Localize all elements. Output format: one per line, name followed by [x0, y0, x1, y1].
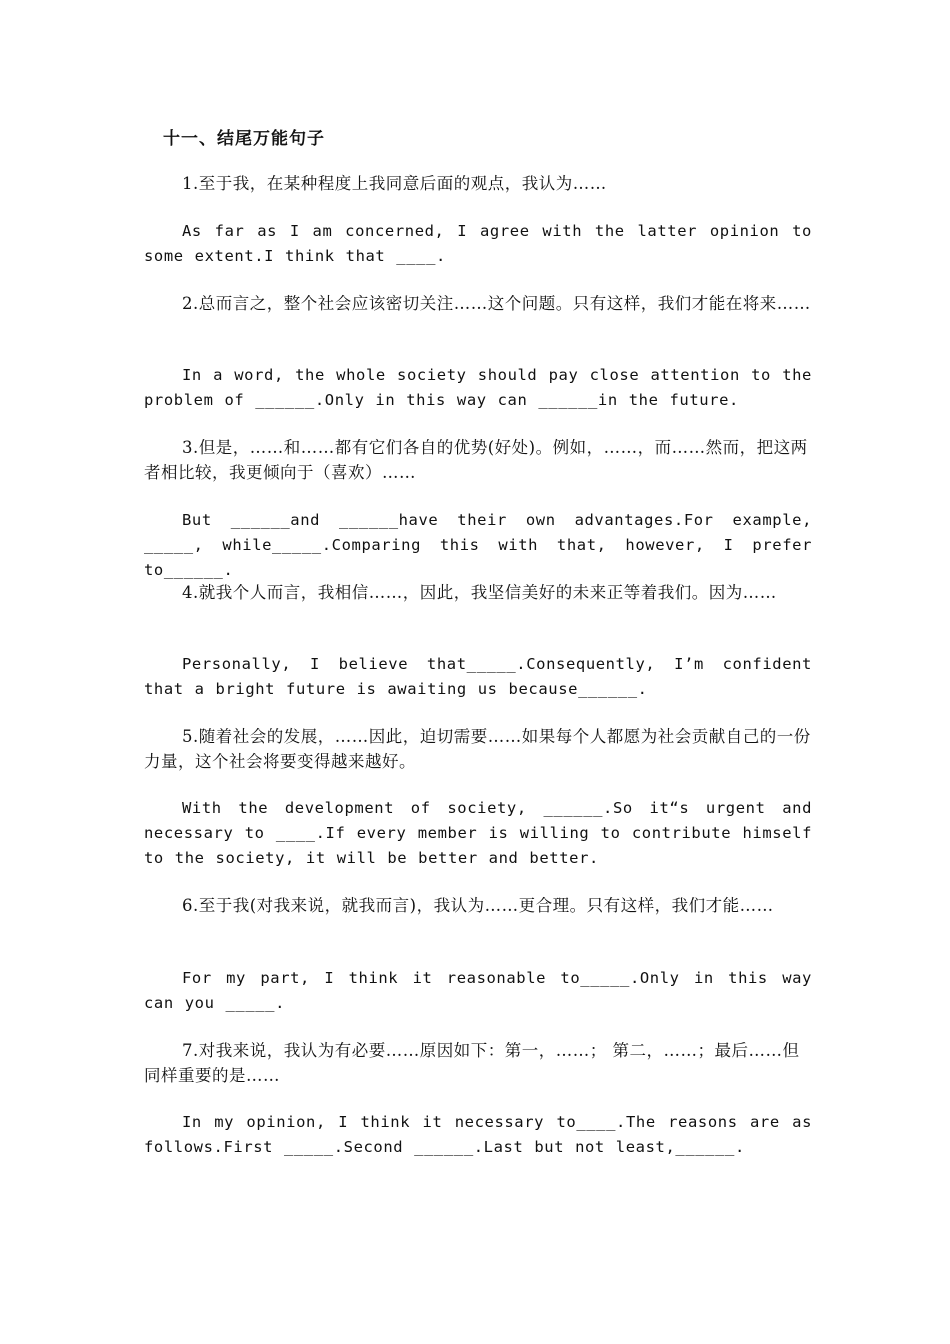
item-7-chinese: 7.对我来说，我认为有必要……原因如下：第一，……； 第二，……；最后……但同样重要的是…… — [144, 1041, 800, 1085]
item-6-chinese: 6.至于我(对我来说，就我而言)，我认为……更合理。只有这样，我们才能…… — [182, 896, 774, 915]
item-6-english: For my part, I think it reasonable to_____.Only in this way can you _____. — [144, 969, 812, 1012]
item-7-english: In my opinion, I think it necessary to____.The reasons are as follows.First _____.Second ______.Last but not least,______. — [144, 1113, 812, 1156]
section-heading: 十一、结尾万能句子 — [163, 129, 325, 149]
item-1-english: As far as I am concerned, I agree with the latter opinion to some extent.I think that ____. — [144, 222, 812, 265]
item-5-english: With the development of society, ______.So it“s urgent and necessary to ____.If every member is willing to contribute himself to the society, it will be better and better. — [144, 799, 812, 867]
item-2-chinese: 2.总而言之，整个社会应该密切关注……这个问题。只有这样，我们才能在将来…… — [182, 294, 811, 313]
item-5-chinese: 5.随着社会的发展，……因此，迫切需要……如果每个人都愿为社会贡献自己的一份力量，这个社会将要变得越来越好。 — [144, 727, 811, 771]
item-3-chinese: 3.但是，……和……都有它们各自的优势(好处)。例如，……，而……然而，把这两者相比较，我更倾向于（喜欢）…… — [144, 438, 808, 482]
item-4-english: Personally, I believe that_____.Consequently, I’m confident that a bright future is awaiting us because______. — [144, 655, 812, 698]
item-4-chinese: 4.就我个人而言，我相信……，因此，我坚信美好的未来正等着我们。因为…… — [182, 583, 777, 602]
item-2-english: In a word, the whole society should pay close attention to the problem of ______.Only in this way can ______in the future. — [144, 366, 812, 409]
item-3-english: But ______and ______have their own advantages.For example, _____, while_____.Comparing this with that, however, I prefer to______. — [144, 511, 812, 579]
item-1-chinese: 1.至于我，在某种程度上我同意后面的观点，我认为…… — [182, 174, 607, 193]
